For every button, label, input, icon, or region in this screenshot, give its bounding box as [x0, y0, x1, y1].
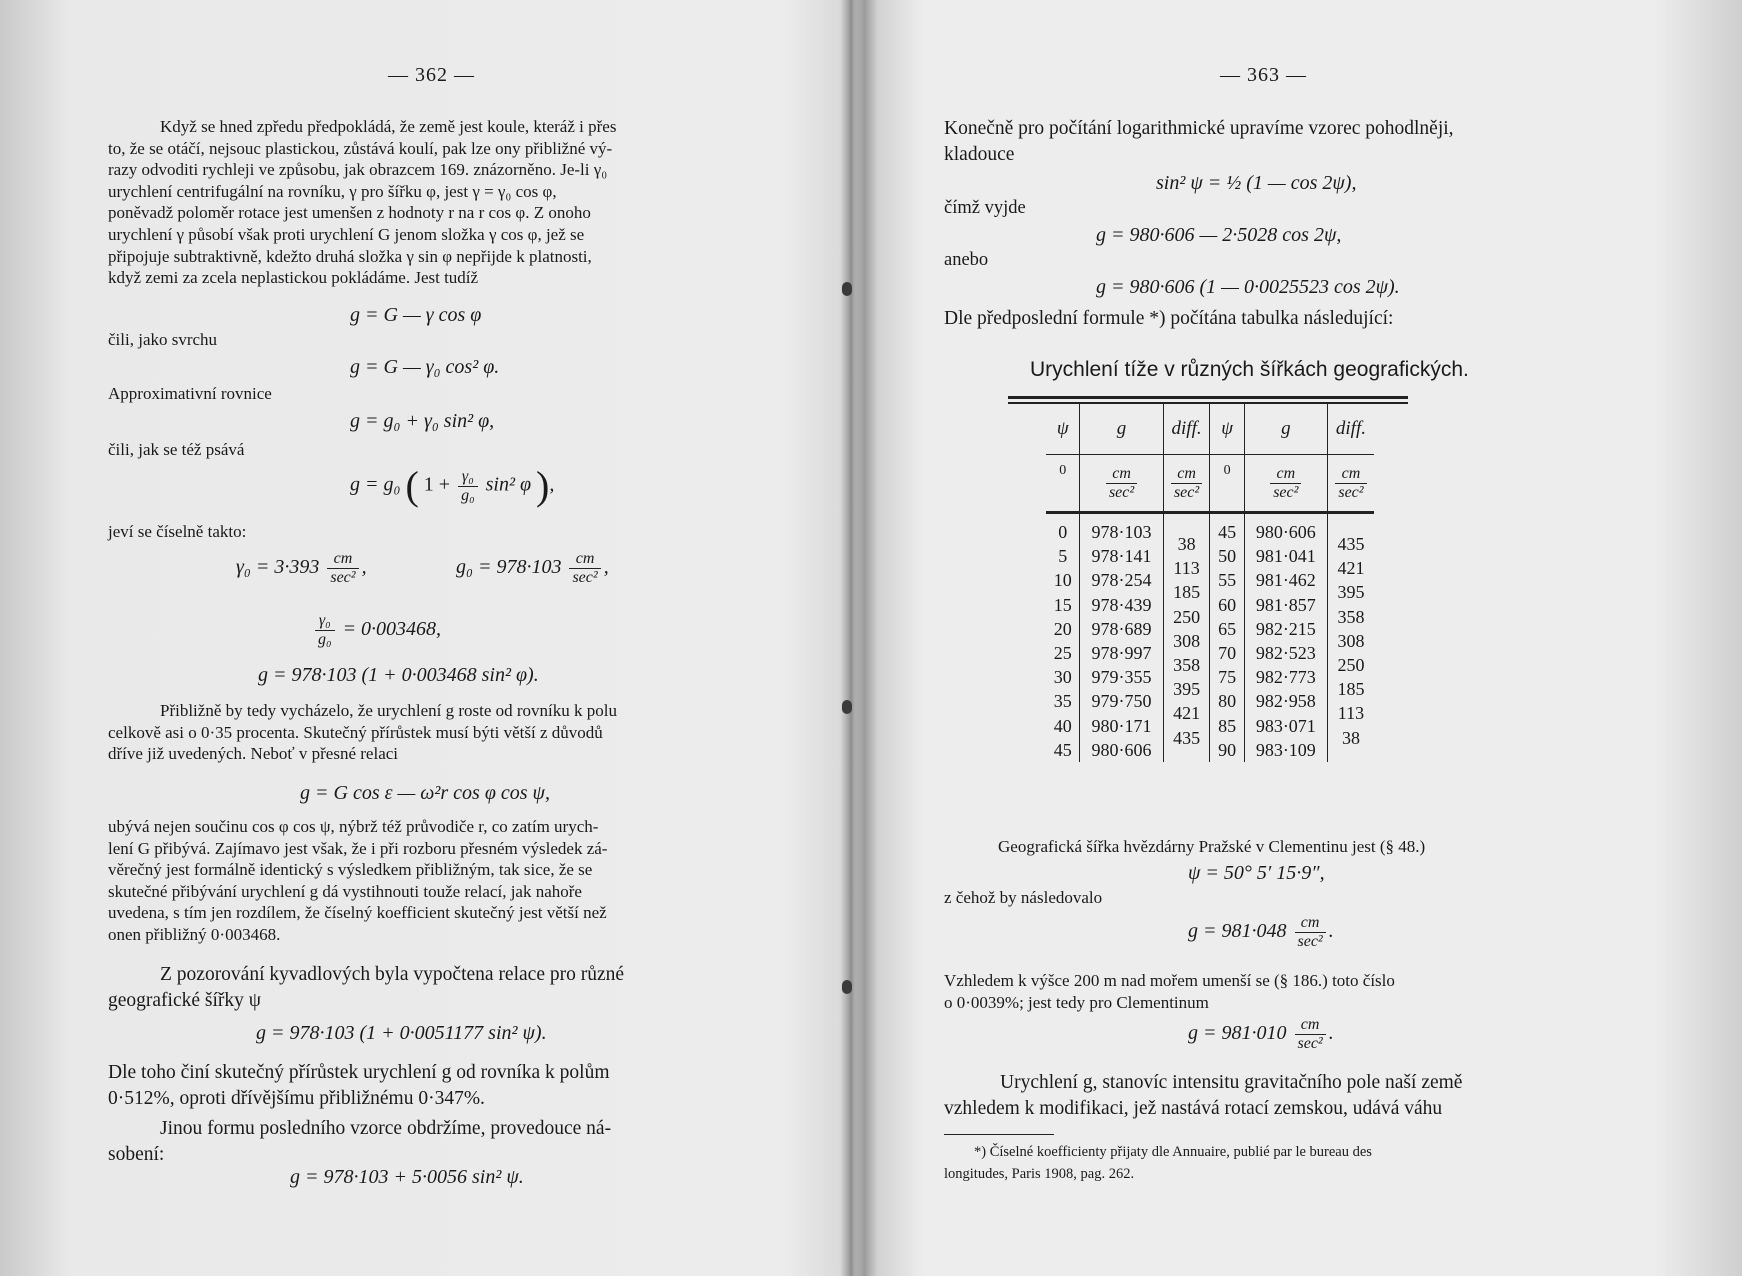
equation: g = G — γ₀ cos² φ. [350, 356, 500, 378]
equation: g = 980·606 — 2·5028 cos 2ψ, [1096, 224, 1342, 246]
equation: g = G cos ε — ω²r cos φ cos ψ, [300, 782, 550, 804]
unit-cell: $\frac{cm}{\text{sec²}}$ [1327, 455, 1374, 513]
equation: γ₀ = 3·393 $\frac{cm}{\text{sec²}}$ , [236, 550, 367, 586]
equation: g = 980·606 (1 — 0·0025523 cos 2ψ). [1096, 276, 1400, 298]
left-page [0, 0, 858, 1276]
paragraph: Geografická šířka hvězdárny Pražské v Clementinu jest (§ 48.) [998, 837, 1426, 856]
equation: g₀ = 978·103 $\frac{cm}{\text{sec²}}$ , [456, 550, 609, 586]
header-cell: diff. [1163, 404, 1210, 455]
paragraph: Dle toho činí skutečný přírůstek urychlení g od rovníka k polům 0·512%, oproti dřívějšímu přibližnému 0·347%. [108, 1062, 610, 1109]
table-top-rule [1008, 396, 1408, 399]
table-title: Urychlení tíže v různých šířkách geografických. [1030, 358, 1469, 381]
equation: g = g₀ ( 1 + $\frac{\text{γ₀}}{\text{g₀}}$ sin² φ ), [350, 463, 555, 508]
psi-column: 0 5 10 15 20 25 30 35 40 45 [1053, 522, 1072, 760]
diff-column: 435 421 395 358 308 250 185 113 38 [1327, 513, 1374, 762]
equation: g = 978·103 (1 + 0·003468 sin² φ). [258, 664, 539, 686]
equation: sin² ψ = ½ (1 — cos 2ψ), [1156, 172, 1357, 194]
page-number: — 362 — [388, 64, 475, 86]
equation: g = 978·103 (1 + 0·0051177 sin² ψ). [256, 1022, 547, 1044]
paragraph: Konečně pro počítání logarithmické upravíme vzorec pohodlněji, kladouce [944, 118, 1454, 165]
paragraph: Jinou formu posledního vzorce obdržíme, provedouce ná- sobení: [108, 1118, 612, 1165]
equation: ψ = 50° 5′ 15·9″, [1188, 862, 1325, 884]
equation: g = 981·010 $\frac{cm}{\text{sec²}}$ . [1188, 1016, 1334, 1052]
unit-cell: $\frac{cm}{\text{sec²}}$ [1163, 455, 1210, 513]
label: jeví se číselně takto: [108, 522, 247, 541]
equation: g = 981·048 $\frac{cm}{\text{sec²}}$ . [1188, 914, 1334, 950]
psi-column: 45 50 55 60 65 70 75 80 85 90 [1210, 513, 1244, 762]
header-cell: g [1080, 404, 1163, 455]
diff-column: 38 113 185 250 308 358 395 421 435 [1163, 513, 1210, 762]
header-cell: ψ [1046, 404, 1080, 455]
label: Approximativní rovnice [108, 384, 272, 403]
paragraph: ubývá nejen součinu cos φ cos ψ, nýbrž též průvodiče r, co zatím urych- lení G přibývá. Zajímavo jest však, že i při rozboru přesném výsledek zá- věrečný jest formálně identický s výsledkem přibližným, tak sice, že se skutečné přibývání urychlení g dá vystihnouti touže relací, jak nahoře uvedena, s tím jen rozdílem, že číselný koefficient skutečný jest větší než onen přibližný 0·003468. [108, 817, 608, 944]
equation: g = g₀ + γ₀ sin² φ, [350, 410, 495, 432]
label: čili, jako svrchu [108, 330, 218, 349]
equation: g = G — γ cos φ [350, 304, 482, 326]
paragraph: Z pozorování kyvadlových byla vypočtena relace pro různé geografické šířky ψ [108, 964, 625, 1011]
paragraph: Přibližně by tedy vycházelo, že urychlení g roste od rovníku k polu celkově asi o 0·35 procenta. Skutečný přírůstek musí býti větší z důvodů dříve již uvedených. Neboť v přesné relaci [108, 701, 617, 764]
unit-cell: $\frac{cm}{\text{sec²}}$ [1244, 455, 1327, 513]
label: čili, jak se též psává [108, 440, 245, 459]
paragraph: Vzhledem k výšce 200 m nad mořem umenší se (§ 186.) toto číslo o 0·0039%; jest tedy pro Clementinum [944, 971, 1395, 1012]
equation: g = 978·103 + 5·0056 sin² ψ. [290, 1166, 524, 1188]
g-column: 980·606 981·041 981·462 981·857 982·215 982·523 982·773 982·958 983·071 983·109 [1244, 513, 1327, 762]
paragraph: Urychlení g, stanovíc intensitu gravitačního pole naší země vzhledem k modifikaci, jež nastává rotací zemskou, udává váhu [944, 1072, 1463, 1119]
header-cell: ψ [1210, 404, 1244, 455]
unit-cell: 0 [1046, 455, 1080, 513]
header-cell: diff. [1327, 404, 1374, 455]
label: čímž vyjde [944, 198, 1026, 218]
right-page [878, 0, 1742, 1276]
g-column: 978·103 978·141 978·254 978·439 978·689 978·997 979·355 979·750 980·171 980·606 [1080, 513, 1163, 762]
gravity-table [1046, 404, 1374, 762]
label: anebo [944, 250, 989, 270]
header-cell: g [1244, 404, 1327, 455]
footnote: longitudes, Paris 1908, pag. 262. [944, 1166, 1135, 1182]
footnote-rule [944, 1134, 1054, 1135]
unit-cell: $\frac{cm}{\text{sec²}}$ [1080, 455, 1163, 513]
unit-cell: 0 [1210, 455, 1244, 513]
equation: $\frac{\text{γ₀}}{\text{g₀}}$ = 0·003468, [312, 612, 441, 649]
page-number: — 363 — [1220, 64, 1307, 86]
footnote: *) Číselné koefficienty přijaty dle Annuaire, publié par le bureau des [974, 1144, 1372, 1160]
paragraph: Dle předposlední formule *) počítána tabulka následující: [944, 308, 1394, 329]
label: z čehož by následovalo [944, 888, 1103, 907]
paragraph: Když se hned zpředu předpokládá, že země jest koule, kteráž i přes to, že se otáčí, nejsouc plastickou, zůstává koulí, pak lze ony přibližné vý- razy odvoditi rychleji ve způsobu, jak obrazcem 169. znázorněno. Je-li γ₀ urychlení centrifugální na rovníku, γ pro šířku φ, jest γ = γ₀ cos φ, poněvadž poloměr rotace jest umenšen z hodnoty r na r cos φ. Z onoho urychlení γ působí však proti urychlení G jenom složka γ cos φ, jež se připojuje subtraktivně, kdežto druhá složka γ sin φ nepřijde k platnosti, když zemi za zcela neplastickou pokládáme. Jest tudíž [108, 117, 617, 288]
